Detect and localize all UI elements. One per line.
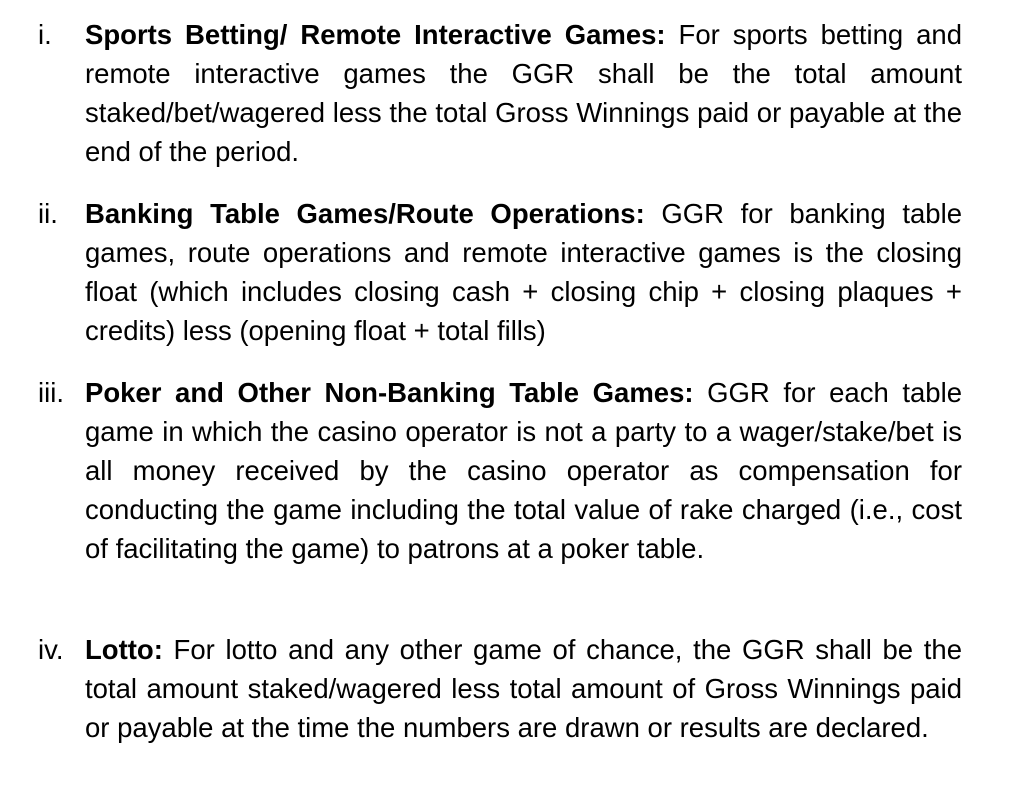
list-item-description: GGR for banking table games, route operations and remote interactive games is the closing float (which includes closing cash + closing chip + closing plaques + credits) less (opening float + total fills) [85,198,962,346]
list-item-description: For lotto and any other game of chance, the GGR shall be the total amount staked/wagered less total amount of Gross Winnings paid or payable at the time the numbers are drawn or results are declared. [85,634,962,743]
list-marker: ii. [38,198,58,229]
list-item-term: Lotto: [85,634,163,665]
list-item-text [85,194,962,350]
list-item-term: Sports Betting/ Remote Interactive Games: [85,19,666,50]
list-item-text [85,15,962,171]
list-item-term: Poker and Other Non-Banking Table Games: [85,377,694,408]
list-item-text [85,373,962,568]
list-item-term: Banking Table Games/Route Operations: [85,198,645,229]
list-item-text [85,630,962,747]
list-item-description: For sports betting and remote interactive games the GGR shall be the total amount staked/bet/wagered less the total Gross Winnings paid or payable at the end of the period. [85,19,962,167]
list-marker: i. [38,19,52,50]
list-item-description: GGR for each table game in which the casino operator is not a party to a wager/stake/bet is all money received by the casino operator as compensation for conducting the game including the total value of rake charged (i.e., cost of facilitating the game) to patrons at a poker table. [85,377,962,564]
list-marker: iii. [38,377,64,408]
list-marker: iv. [38,634,64,665]
